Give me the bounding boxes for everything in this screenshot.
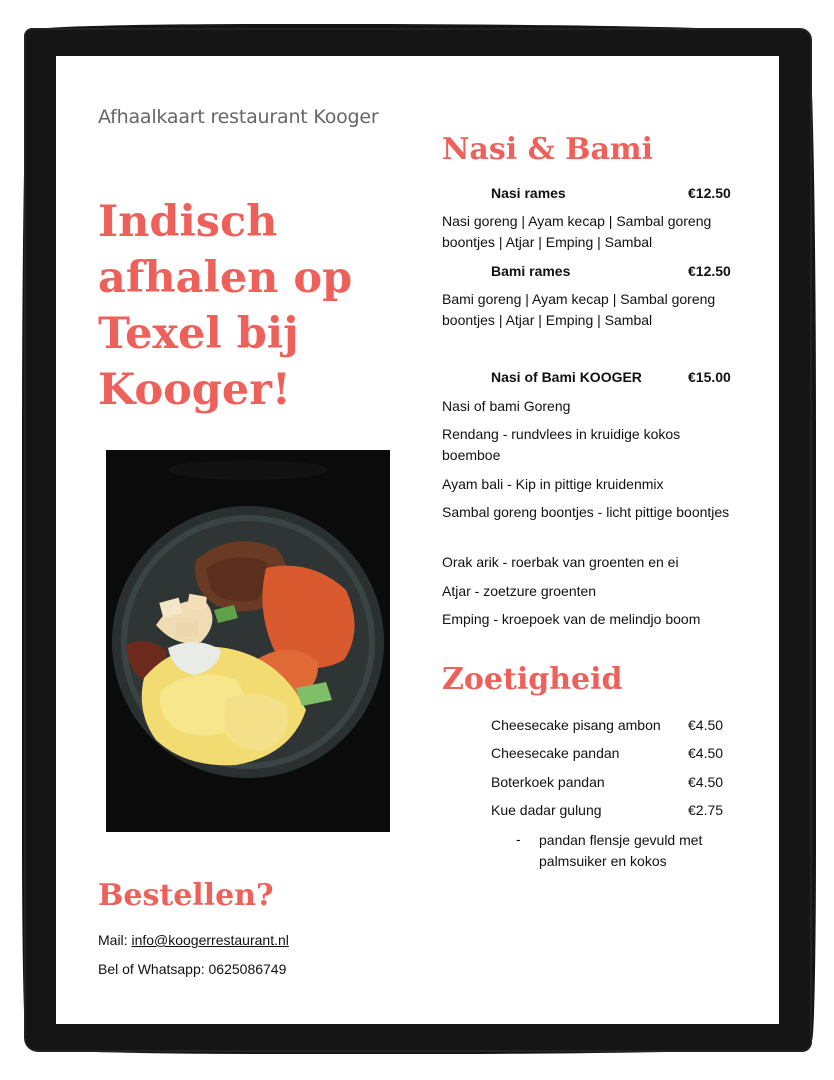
dessert-name: Kue dadar gulung [491, 802, 602, 818]
menu-item-price: €12.50 [688, 185, 731, 201]
contact-phone-value: 0625086749 [208, 961, 287, 977]
kooger-line: Orak arik - roerbak van groenten en ei [442, 554, 679, 570]
kooger-line: Sambal goreng boontjes - licht pittige boontjes [442, 504, 730, 520]
kooger-line: Ayam bali - Kip in pittige kruidenmix [442, 476, 664, 492]
contact-phone-label: Bel of Whatsapp: [98, 961, 205, 977]
section-title-zoetigheid: Zoetigheid [442, 662, 623, 697]
dessert-name: Cheesecake pisang ambon [491, 717, 661, 733]
dessert-note-dash: - [516, 831, 521, 847]
section-title-bestellen: Bestellen? [98, 878, 274, 913]
kooger-line: Emping - kroepoek van de melindjo boom [442, 611, 701, 627]
food-photo [106, 450, 390, 832]
contact-phone [98, 961, 286, 977]
dessert-price: €4.50 [688, 717, 724, 733]
kooger-line: Rendang - rundvlees in kruidige kokos boemboe [442, 426, 681, 463]
dessert-price: €4.50 [688, 745, 724, 761]
page-subtitle: Afhaalkaart restaurant Kooger [98, 106, 379, 128]
food-photo-illustration [106, 450, 390, 832]
hero-title: Indisch afhalen op Texel bij Kooger! [98, 197, 353, 415]
menu-item-name-kooger: Nasi of Bami KOOGER [491, 369, 642, 385]
menu-item-price-kooger: €15.00 [688, 369, 731, 385]
section-title-nasi-bami: Nasi & Bami [442, 132, 654, 167]
menu-item-description: Nasi goreng | Ayam kecap | Sambal goreng boontjes | Atjar | Emping | Sambal [442, 213, 712, 250]
menu-item-name: Bami rames [491, 263, 571, 279]
dessert-note: pandan flensje gevuld met palmsuiker en kokos [539, 832, 703, 869]
contact-mail [98, 932, 289, 948]
contact-mail-link[interactable]: info@koogerrestaurant.nl [131, 932, 289, 948]
menu-item-description: Bami goreng | Ayam kecap | Sambal goreng boontjes | Atjar | Emping | Sambal [442, 291, 716, 328]
contact-mail-label: Mail: [98, 932, 128, 948]
kooger-line: Atjar - zoetzure groenten [442, 583, 597, 599]
menu-item-name: Nasi rames [491, 185, 566, 201]
menu-item-price: €12.50 [688, 263, 731, 279]
dessert-price: €4.50 [688, 774, 724, 790]
kooger-line: Nasi of bami Goreng [442, 398, 571, 414]
dessert-name: Boterkoek pandan [491, 774, 605, 790]
dessert-price: €2.75 [688, 802, 724, 818]
dessert-name: Cheesecake pandan [491, 745, 620, 761]
